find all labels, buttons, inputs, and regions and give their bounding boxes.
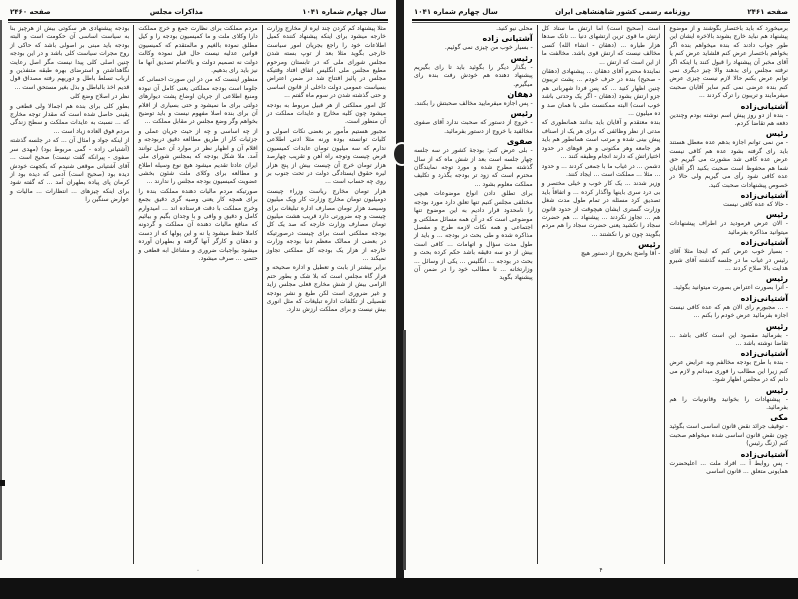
left-issue-number: سال چهارم شماره ۱۰۴۱ [302, 8, 386, 16]
left-column-1 [263, 25, 390, 564]
speaker-name: آشتیانی‌زاده [740, 101, 788, 111]
paragraph: کل امور مملکتی از هر قبیل مربوط به بودجه میشود چون کلیه مخارج و عایدات مملکت در آن منظور است. [266, 101, 386, 126]
left-footer-mark: ۰ [196, 567, 200, 574]
speaker-name: آشتیانی‌زاده [740, 349, 788, 359]
paragraph: بطور کلی برای بنده هم اجمالا ولی قطعی و یقینی حاصل شده است که مقدار توجه مخارج که ... نسبت به عایدات مملکت و سطح زندگی مردم فوق العاده زیاد است ... [10, 102, 130, 135]
paragraph: - آنرا بصورت اعتراض بصورت میتوانید بگوئید. [673, 284, 788, 292]
paragraph: - بنده از دو روز پیش اسم نوشته بودم وچندین دفعه هم تقاضا کردم. [669, 111, 788, 128]
header-rule [8, 19, 388, 21]
speaker-name: آشتیانی زاده [482, 34, 533, 44]
paragraph: بنده معتقدم و آقایان باید بدانند همانطوری که مدتی از نظر وظائفی که برای هر یک از اصناف پیش بینی شده و مرتب است همانطور هم باید هر جامعه وهر مکتونی و هر قوهای در حدود اختیاراتش که دارند انجام وظیفه کنند ... [541, 119, 661, 161]
paragraph: وزیر شدند ... یک کار خوب و خیلی مختصر و بی درد سری باینها واگذار کرده ... و اتفاقاً باید تصدیق کرد مسئله در تمام طول مدت شغل وزارت گستری ایشان هیچوقت از حدود قانون هم ... تجاوز نکردند ... پیشنهاد ... هم حضرت سجاد را نکشید یعنی حضرت سجاد را هم مردم بگویند چون تو را نکشتند ... [541, 180, 661, 238]
left-page-edge [0, 20, 2, 560]
paragraph: - بسیار خوب من چیزی نمی گوئیم. [444, 44, 533, 52]
paragraph: مثلا پیشنهاد کم کردن چند ایره از مخارج وزارت خارجه میشود برای اینکه پیشنهاد کننده کمیل اطلاعات خود را راجع بجریان امور سیاست خارجی بگوید مثلا بعد از توپ بسته شدن مجلس شورای ملی که در تابستان ومرحوم مطیع مجلس ملی انگلیس اتفاق افتاد وقتیکه مجلس در پائیز افتتاح شد در ضمن اعتراض بسیاست عمومی دولت داخلی از قانون اساسی و حتی گذشته شدن در سوم ماه گفتم ... [266, 25, 386, 100]
right-page-edge [403, 330, 406, 570]
paragraph: از چه اساسی و چه از حیث جریان عملی و جزئیات کار از طریق مطالعه دقیق دربودجه و اقلام آن و اظهار نظر در موارد آن عمل توانند آمد. ملا شکل بودجه که بمجلس شورای ملی ایران عادتا تقدیم میشود هیچ نوع وسیله اطلاع و مطالعه برای وکلای ملت شئون بخشی عضویت کمیسیون بودجه مجلس را ندارند ... [138, 127, 258, 186]
paragraph: - بگذار دیگر را بگوئید باید تا رای بگیریم پیشنهاد دهنده هم خودش رفت بنده رای میگیرم. [413, 63, 533, 88]
header-rule-thin [8, 22, 388, 23]
speaker-name: رئیس [510, 109, 533, 119]
paragraph: برای تطلق دادن انواع موضوعات هیچی مختلفی مجلس کنیم تنها تعلق دارد مورد بودجه را نامحدود قرار دادیم به این موضوع تنها موضوعی است که در آن همه مسائل مملکتی و اجتماعی و همه نکات لازمه طرح و مفصل مذاکره شده و طی بحث در بودجه ... و باید از طول مدت سؤال و اتهامات ... کافی است بیش از دو سه دقیقه باشد حکم کرده بحث و بحث در بودجه ... انگلیس ... یکی از وسائل ... وزارتخانه ... تا مطالب خود را در ضمن آن پیشنهاد بگوید [413, 190, 533, 282]
speaker-name: آشتیانی‌زاده [740, 238, 788, 248]
header-rule-thin [412, 22, 790, 23]
left-page-title: مذاکرات مجلس [149, 8, 204, 16]
left-page [0, 0, 396, 578]
paragraph: دشمن ... در غیاب ما با جمعی کردند ... و حدود ... مثلا ... مملکت است ... ایجاد کنند. [541, 162, 661, 178]
paragraph: برابر بیشتر از بابت و تعطیل و اداره صحیحه و قرار گاه مجلس است که بلا شک و بطور حتم الزامی بیش از شش مخارج فعلی مجلس زاید و غیر ضروری است لکن طبع و نشر بودجه تفصیلی از تکلفات اداره تبلیغات که مثل انوری بیش نیست و برای مملکت ارزش ندارد. [266, 264, 386, 314]
speaker-name: رئیس [765, 274, 788, 284]
paragraph: - پس اجازه میفرمایید مخالف صحبتش را بکنند. [414, 100, 533, 108]
right-column-1 [665, 25, 792, 564]
paragraph: - الان عرض فرمودید در اطراف پیشنهادات میتوانید مذاکره بفرمائید [669, 220, 788, 236]
right-page-header [414, 6, 788, 18]
paragraph: هزار تومان مخارج ریاست وزراء چیست دومیلیون تومان مخارج وزارت کار ویک میلیون وسیصد هزار تومان مصارف اداره تبلیغات برای چیست و چه ضرورتی دارد قریب هشت میلیون تومان مصارف وزارت خارجه که صد یک کل بودجه مملکتی است برای چیست درصورتیکه در بعضی از ممالک معظم دنیا بودجه وزارت خارجه از هزار یک بودجه کل مملکتی تجاوز نمیکند ... [266, 187, 386, 262]
speaker-name: رئیس [510, 53, 533, 63]
binding-mark [0, 480, 5, 486]
paragraph: - من نمی توانم اجازه بدهم عده معطل هستند باید رای گرفته بشود عده هم کافی نیست عرض عده کافی شد مشورت می گیریم حق شما هم محفوظ است صحبت بکنید اگر آقایان عده کافی شود رأی می گیریم ولی حالا در خصوص پیشنهادات صحبت کنید. [669, 139, 788, 189]
speaker-name: آشتیانی‌زاده [740, 190, 788, 200]
left-column-3 [6, 25, 134, 564]
speaker-name: رئیس [765, 321, 788, 331]
speaker-name: دهقان [507, 90, 533, 100]
speaker-name: رئیس [765, 385, 788, 395]
paragraph: از اینکه جواد و امثال آن ... که در جلسه گذشته (آشتیانی زاده - گمی مربوط بود) (مهدی سر صفوی - پیرانکه گفت نیست) صحیح است ... آقای آشتیانی موقعی شنیدم که یکجهت خودش دیده بود (صحیح است) آدمی که دیده بود از کرمان پای پیاده بطهران آمد ... که گفته شود برای اینکه چیزهای ... انتظارات ... مالیات و عوارض سنگین را [10, 137, 130, 204]
paragraph: صورتیکه مردم مالیات دهنده مملکت بنده را برای همچه کار یعنی وصیه گری دقیق بجمع وخرج مملکت با دقت فرستاده اند ... امیدوارم کامل و دقیق و وافی و با وجدان بگیم و بیائیم که منافع مالیات دهنده آن مملکت و گردونه کاملا حفظ میشود یا نه و این پولها که از دست و دهقان و کارگر آنها گرفته و بطهران آورده میشود بواجبات ضروری و مشاغل ابه قطعی و حتمی ... صرف میشود. [138, 187, 258, 262]
paragraph: - بلی عرض کنم: بودجهٔ کشور در سه جلسه چهار جلسه است بعد از شش ماه که از سال گذشته مطرح شده و مورد توجه نمایندگان محترم است که زود تر بودجه بگذرد و تکلیف مملکت معلوم بشود ... [413, 147, 533, 188]
right-column-2 [538, 25, 666, 564]
header-rule [412, 19, 790, 21]
paragraph: - پیشنهادات را بخوانید وقانونیات را هم بفرمائید. [669, 395, 788, 411]
paragraph: - آقا واضح بخروج از دستور هیچ [581, 250, 661, 258]
paragraph: نمایندهٔ محترم آقای دهقان ... پیشنهادی (دهقان - صحیح) بنده در حرف خودم ... پشت تریبون چنین اظهار کنید ... که پس فردا شهربانی هم جزو ارتش بشود (دهقان - اگر یک وحدتی باشد خوب است) البته ممکنست ملی با همان صد و ده میلیون ... [541, 68, 661, 118]
paragraph: - پس روابط آ ... افراد ملت ... اعلیحضرت همایونی متعلق ... قانون اساسی [669, 459, 788, 476]
paragraph: - توقیف جرائد نقض قانون اساسی است بگوئید چون نقض قانون اساسی شده میخواهم صحبت کنم (زنگ رئیس) [669, 423, 788, 448]
paragraph: - ... مجبورم رای الان هم که عده کافی نیست اجازه بفرمائید عرض خودم را بکنم ... [669, 303, 788, 320]
right-footer-page-number: ۴ [599, 567, 603, 574]
speaker-name: رئیس [765, 129, 788, 139]
paragraph: - خروج از دستور که صحبت ندارد آقای صفوی مخالفید با خروج از دستور بفرمائید. [413, 119, 533, 135]
right-page-number: صفحه ۲۴۶۱ [747, 8, 788, 16]
paragraph: - بنده با طرح بودجه مخالفم وبه عرایض عرض کنم زیرا این مطالب را فوری میدانم و لازم می دانم که در مجلس اظهار شود. [669, 359, 788, 384]
paragraph: است (صحیح است) اما ارتش ما ستاد کل ارتش ما قوی ترین ارتشهای دنیا ... تانک صدها هزار طیاره ... (دهقان - انشاء الله) کسی مخالف نیست که ارتش قوی باشد. مخالفت ما از این است که ارتش ... [541, 25, 661, 66]
right-issue-number: سال چهارم شماره ۱۰۴۱ [414, 8, 498, 16]
paragraph: برمیخورد که باید باختصار بگوشند و از موضوع پیشنهاد هم نباید خارج بشوند بالاخره ایشان این طور جواب دادند که بنده میخواهم بنده اگر بخواهم باختصار عرض کنم فلشاید عرض کنم یا آقای مخبر آن پیشنهاد را قبول کنند یا اینکه اگر نرفته مجلس رای بدهند والا چیز دیگری نمی توانم عرض بکنم حالا لازم نیست چیزی عرض کنم بنده عرضی نمی کنم سایر آقایان صحبت میفرمایند و تریبون را ترک کردند ... [669, 25, 788, 100]
speaker-name: رئیس [638, 240, 661, 250]
speaker-name: صفوی [506, 137, 533, 147]
right-page-columns [410, 25, 792, 564]
paragraph: - بفرمائید مقصود این است کافی باشد ... تقاضا نوشته باشد ... [669, 331, 788, 347]
left-column-2 [134, 25, 262, 564]
speaker-name: آشتیانی‌زاده [740, 293, 788, 303]
scan-bottom-border [0, 578, 798, 599]
paragraph: - حالا که عده کافی نیست [723, 200, 788, 208]
paragraph: بودجه پیشنهادی هر سکوتی بیش از هرچیز بنا به سیاست اساسی آن حکومت است و البته بودجه باید مبنی بر اصولی باشد که حاکی از روح مجرات سیاست کلی باشد و در این بودجه چنین اصلی کلی پیدا نیست مگر اصل رعایت نگاهداشتن و استرضای بهره طبقه متنفذین و ارباب تسلط باطل و دوریهم رفته مصداق قول قدیم اخذ بالباطل و بذل بغیر مستحق است ... [10, 25, 130, 91]
paragraph: مردم مملکت برای نظارت جمع و خرج مملکت دارا وکلای ملت و ما کمیسیون بودجه را و کیل مطلق نموده بالغیم و مالمتقدم که کمیسیون قوانین عدلیه نیست حال قبل نموده وکالت دولت نه تصمیم دولت و بالاتمام تصدیق آنها ما نیز باید رای بدهیم. [138, 25, 258, 75]
paragraph: محلی نیو کنید. [496, 25, 533, 32]
paragraph: مجبور هستیم مأمور بر بعضی نکات اصولی و کلیات توانسته بوده ورنه مثلا ادنی اطلاعی ندارم که سه میلیون تومان عایدات کمیسیون قرض چیست وتوجه راه آهن و تقریب چهارصد هزار تومان خرج آن چیست بیش از پنج هزار لیره حقوق ایستادگی دولت در تحت جنوب بر روی چه حساب است ... [266, 127, 386, 186]
left-page-header [10, 6, 386, 18]
right-page-title: روزنامه رسمی کشور شاهنشاهی ایران [555, 8, 691, 16]
paragraph: نظر در اصلاح وضع کلی [70, 93, 130, 101]
left-page-number: صفحه ۲۴۶۰ [10, 8, 51, 16]
left-page-columns [6, 25, 390, 564]
right-page [404, 0, 798, 578]
paragraph: - بسیار خوب عرض کنم که اینجا مثلا آقای رئیس در غیاب ما در جلسه گذشته آقای شیرو هدایت بالا صلاح کردند ... [669, 248, 788, 272]
paragraph: منظور اینست که من در این صورت احسانی که جلوما است بودجه مملکتی یعنی کامل آن نبوده ومنبع اطلاعی از جریان اوضاع پشت دیوارهای دولتی برای ما نمیشود و حتی بسیاری از اقلام آن برای بنده اصلا مفهوم نیست و باید توضیح بخواهم وگر وضع مجلس در مقابل مملکت ... [138, 76, 258, 126]
speaker-name: آشتیانی‌زاده [740, 449, 788, 459]
speaker-name: مکی [770, 413, 788, 423]
right-column-3 [410, 25, 538, 564]
speaker-name: رئیس [765, 210, 788, 220]
